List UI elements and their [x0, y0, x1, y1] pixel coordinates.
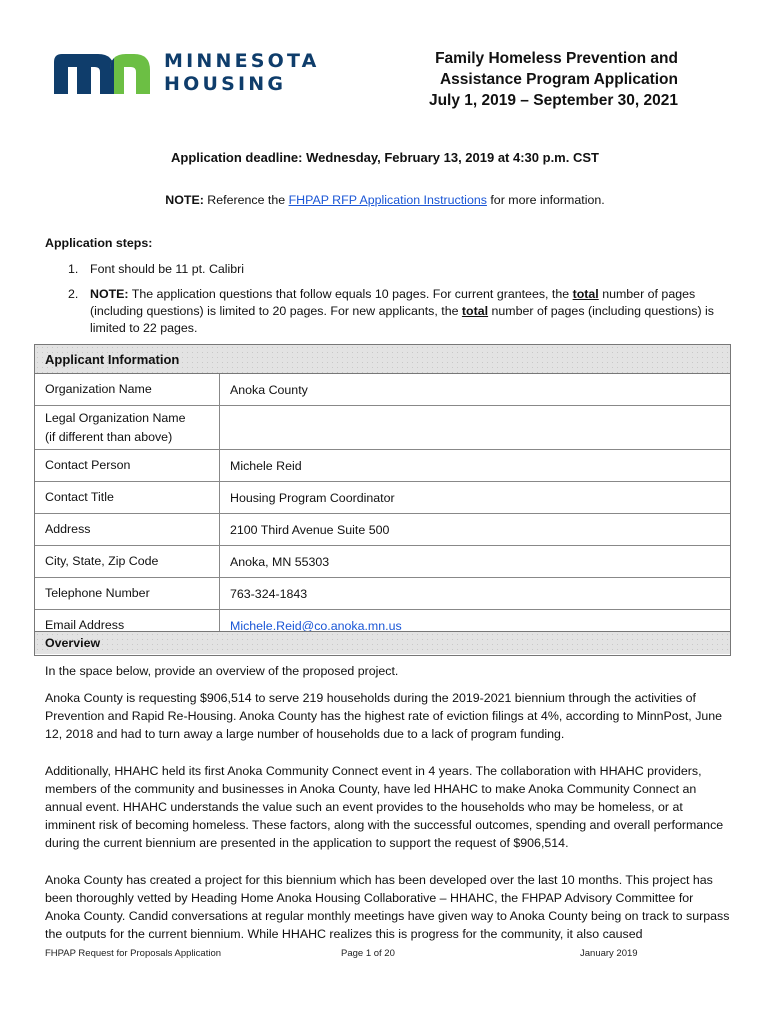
overview-paragraph: Additionally, HHAHC held its first Anoka Community Connect event in 4 years. The collaboration with HHAHC providers, members of the community and businesses in Anoka County, have led HHAHC to make Anoka Community Connect an annual event. HHAHC understands the value such an event provides to the households who may be homeless, or at imminent risk of becoming homeless. These factors, along with the successful outcomes, spending and overall performance during the current biennium are presented in the application to support the request of $906,514.	[45, 764, 724, 850]
table-row	[35, 374, 730, 406]
logo-text-line2: HOUSING	[164, 73, 287, 95]
overview-paragraph: Anoka County is requesting $906,514 to serve 219 households during the 2019-2021 biennium through the activities of Prevention and Rapid Re-Housing. Anoka County has the highest rate of eviction filings at 4%, according to MinnPost, June 12, 2018 and had to turn away a large number of households due to a lack of program funding.	[45, 691, 723, 741]
field-label: Email Address	[35, 610, 220, 641]
mn-logo-icon	[54, 52, 150, 94]
table-row	[35, 406, 730, 450]
step-text-part: number of pages (including questions) is limited to 22 pages.	[90, 304, 714, 335]
table-row	[35, 578, 730, 610]
table-row	[35, 514, 730, 546]
step-text-part: number of pages (including questions) is limited to 20 pages. For new applicants, the	[90, 287, 696, 318]
field-label: Contact Person	[35, 450, 220, 481]
note-text-after: for more information.	[486, 193, 605, 207]
step-note-label: NOTE:	[90, 287, 129, 301]
applicant-information-table	[34, 344, 731, 642]
application-steps-heading: Application steps:	[45, 236, 153, 250]
minnesota-housing-logo	[54, 50, 320, 96]
title-line-1: Family Homeless Prevention and	[435, 50, 678, 67]
application-deadline: Application deadline: Wednesday, February 13, 2019 at 4:30 p.m. CST	[171, 150, 599, 165]
overview-header: Overview	[35, 632, 730, 654]
step-text: Font should be 11 pt. Calibri	[90, 262, 245, 276]
instructions-link[interactable]: FHPAP RFP Application Instructions	[288, 193, 487, 207]
step-number: 1.	[68, 262, 79, 276]
contact-person-value[interactable]: Michele Reid	[230, 458, 302, 473]
step-item	[68, 261, 728, 278]
applicant-information-header: Applicant Information	[35, 345, 730, 374]
field-label: Address	[35, 514, 220, 545]
field-label: Organization Name	[35, 374, 220, 405]
overview-body	[45, 662, 730, 952]
city-state-zip-value[interactable]: Anoka, MN 55303	[230, 554, 330, 569]
address-value[interactable]: 2100 Third Avenue Suite 500	[230, 522, 390, 537]
overview-section	[34, 631, 731, 656]
table-row	[35, 482, 730, 514]
overview-paragraph: Anoka County has created a project for this biennium which has been developed over the last 10 months. This project has been thoroughly vetted by Heading Home Anoka Housing Collaborative – HHAHC, the FHPAP Advisory Committee for Anoka County. Candid conversations at regular monthly meetings have given way to Anoka County being on track to surpass the outputs for the current biennium. While HHAHC realizes this is progress for the community, it also caused	[45, 873, 730, 941]
title-line-3: July 1, 2019 – September 30, 2021	[428, 92, 678, 109]
field-label: Telephone Number	[35, 578, 220, 609]
overview-prompt: In the space below, provide an overview of the proposed project.	[45, 664, 399, 678]
field-label: City, State, Zip Code	[35, 546, 220, 577]
step-item	[68, 286, 728, 337]
email-link[interactable]: Michele.Reid@co.anoka.mn.us	[230, 618, 402, 633]
step-number: 2.	[68, 287, 79, 301]
note-text-before: Reference the	[203, 193, 289, 207]
emphasis-total: total	[572, 287, 599, 301]
step-text	[90, 286, 728, 337]
telephone-value[interactable]: 763-324-1843	[230, 586, 308, 601]
footer-page-number: Page 1 of 20	[341, 948, 395, 959]
footer-date: January 2019	[580, 948, 638, 959]
table-row	[35, 546, 730, 578]
organization-name-value[interactable]: Anoka County	[230, 382, 308, 397]
reference-note	[0, 193, 770, 207]
note-label: NOTE:	[165, 193, 204, 207]
emphasis-total: total	[461, 304, 489, 318]
application-steps-list	[68, 261, 728, 345]
title-line-2: Assistance Program Application	[439, 71, 678, 88]
legal-org-label-text: Legal Organization Name (if different than above)	[45, 410, 186, 444]
legal-organization-name-value[interactable]	[220, 406, 730, 449]
contact-title-value[interactable]: Housing Program Coordinator	[230, 490, 395, 505]
logo-text-line1: MINNESOTA	[164, 50, 320, 72]
field-label: Contact Title	[35, 482, 220, 513]
document-title	[429, 48, 678, 111]
table-row	[35, 450, 730, 482]
footer-document-name: FHPAP Request for Proposals Application	[45, 948, 222, 959]
step-text-part: The application questions that follow equals 10 pages. For current grantees, the	[128, 287, 573, 301]
field-label	[35, 406, 220, 449]
